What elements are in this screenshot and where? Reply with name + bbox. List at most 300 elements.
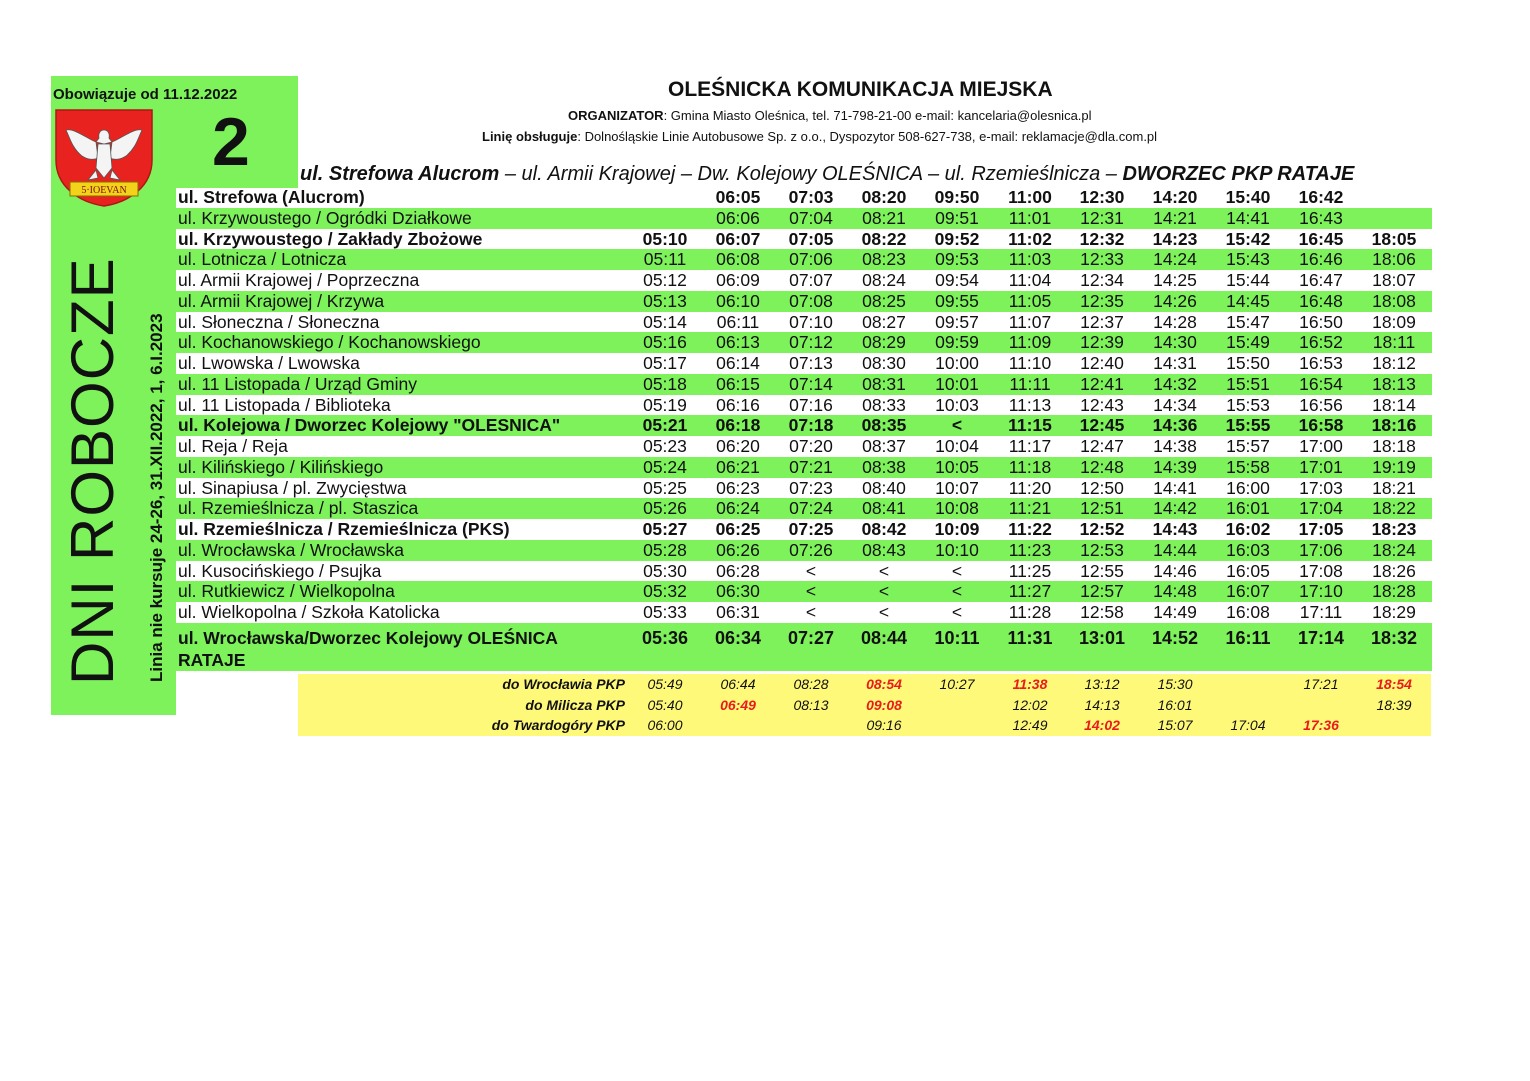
departure-time: 07:04	[789, 207, 833, 228]
stop-name: ul. Kilińskiego / Kilińskiego	[178, 456, 384, 477]
departure-time: 05:32	[643, 581, 687, 602]
departure-time: 12:35	[1080, 290, 1124, 311]
departure-time: 09:52	[934, 228, 980, 249]
departure-time: 06:23	[716, 477, 760, 498]
departure-time: 08:24	[862, 270, 906, 290]
departure-time: 12:34	[1080, 270, 1124, 290]
departure-time: 06:06	[716, 207, 760, 228]
departure-time: 11:13	[1008, 394, 1052, 415]
connection-time: 14:13	[1084, 696, 1120, 713]
departure-time: 07:08	[789, 290, 833, 311]
stop-name: ul. Rutkiewicz / Wielkopolna	[178, 581, 395, 602]
departure-time: 14:38	[1153, 436, 1197, 456]
departure-time: 16:00	[1226, 477, 1270, 498]
stop-name: ul. Rzemieślnicza / Rzemieślnicza (PKS)	[178, 519, 510, 539]
departure-time: 11:21	[1008, 498, 1052, 519]
departure-time: 08:30	[862, 353, 906, 373]
departure-time: 14:23	[1152, 228, 1198, 249]
departure-time: 18:21	[1372, 477, 1416, 498]
departure-time: 11:15	[1008, 415, 1052, 436]
connection-time: 15:07	[1157, 717, 1193, 733]
departure-time: 17:10	[1299, 581, 1343, 602]
connection-row	[298, 715, 1431, 736]
departure-time: 05:10	[642, 228, 688, 249]
departure-time: 16:11	[1225, 627, 1271, 648]
connection-time: 10:27	[939, 676, 975, 692]
departure-time: 14:48	[1153, 581, 1197, 602]
departure-time: 10:11	[934, 627, 980, 648]
table-row	[176, 353, 1432, 374]
departure-time: 11:02	[1008, 228, 1052, 249]
departure-time: 05:24	[643, 456, 687, 477]
departure-time: 12:47	[1080, 436, 1124, 456]
departure-time: 11:05	[1008, 290, 1052, 311]
table-row	[176, 291, 1432, 312]
valid-from: Obowiązuje od 11.12.2022	[53, 86, 238, 103]
departure-time: 07:25	[788, 519, 834, 539]
departure-time: 07:12	[789, 332, 833, 353]
departure-time: 14:34	[1153, 394, 1197, 415]
departure-time: 08:27	[862, 311, 906, 332]
connection-time: 18:54	[1376, 676, 1412, 692]
table-row	[176, 436, 1432, 457]
departure-time: 08:20	[861, 187, 907, 207]
departure-time: 05:12	[643, 270, 687, 290]
departure-time: 11:17	[1008, 436, 1052, 456]
departure-time: 11:09	[1008, 332, 1052, 353]
departure-time: 16:02	[1225, 519, 1271, 539]
departure-time: <	[951, 560, 963, 581]
departure-time: 15:42	[1225, 228, 1271, 249]
departure-time: 05:21	[642, 415, 688, 436]
departure-time: 17:14	[1297, 627, 1345, 648]
connection-time: 06:00	[647, 717, 683, 733]
stop-name: ul. Słoneczna / Słoneczna	[178, 311, 380, 332]
departure-time: 07:18	[788, 415, 834, 436]
stop-name: ul. Strefowa (Alucrom)	[178, 187, 365, 207]
departure-time: 16:45	[1298, 228, 1344, 249]
connection-time: 17:36	[1303, 717, 1339, 733]
table-row	[176, 602, 1432, 623]
departure-time: 14:30	[1153, 332, 1197, 353]
departure-time: 14:36	[1152, 415, 1198, 436]
departure-time: 18:24	[1372, 539, 1416, 560]
departure-time: 06:09	[716, 270, 760, 290]
departure-time: 18:32	[1370, 627, 1418, 648]
connection-label: do Milicza PKP	[525, 696, 625, 713]
table-row	[176, 581, 1432, 602]
departure-time: <	[805, 560, 817, 581]
departure-time: 10:08	[935, 498, 979, 519]
organizer-text: : Gmina Miasto Oleśnica, tel. 71-798-21-00 e-mail: kancelaria@olesnica.pl	[663, 108, 1092, 123]
departure-time: 10:04	[935, 436, 979, 456]
departure-time: 07:20	[789, 436, 833, 456]
departure-time: 16:56	[1299, 394, 1343, 415]
departure-time: 06:16	[716, 394, 760, 415]
departure-time: 07:27	[787, 627, 835, 648]
departure-time: 17:11	[1299, 602, 1343, 622]
departure-time: <	[805, 602, 817, 622]
departure-time: 11:27	[1008, 581, 1052, 602]
departure-time: 18:12	[1372, 353, 1416, 373]
departure-time: 11:11	[1009, 373, 1051, 394]
departure-time: 05:11	[643, 249, 687, 270]
connection-time: 09:08	[866, 696, 902, 713]
departure-time: 15:51	[1226, 373, 1270, 394]
departure-time: 09:57	[935, 311, 979, 332]
route-start: ul. Strefowa Alucrom	[300, 163, 500, 185]
departure-time: 11:20	[1008, 477, 1052, 498]
departure-time: 16:07	[1226, 581, 1270, 602]
connection-time: 13:12	[1084, 676, 1120, 692]
departure-time: 13:01	[1078, 627, 1126, 648]
departure-time: 17:04	[1299, 498, 1343, 519]
departure-time: 14:41	[1153, 477, 1197, 498]
departure-time: 08:22	[861, 228, 907, 249]
departure-time: 14:49	[1153, 602, 1197, 622]
departure-time: 16:03	[1226, 539, 1270, 560]
departure-time: 14:26	[1153, 290, 1197, 311]
connection-label: do Wrocławia PKP	[502, 676, 625, 692]
departure-time: 10:07	[935, 477, 979, 498]
departure-time: 08:33	[862, 394, 906, 415]
departure-time: 12:52	[1079, 519, 1125, 539]
departure-time: 07:03	[788, 187, 834, 207]
departure-time: 10:00	[935, 353, 979, 373]
departure-time: 06:26	[716, 539, 760, 560]
table-row	[176, 187, 1432, 208]
departure-time: 05:25	[643, 477, 687, 498]
connection-time: 05:40	[647, 696, 683, 713]
departure-time: 16:47	[1299, 270, 1343, 290]
departure-time: 12:32	[1079, 228, 1125, 249]
departure-time: <	[878, 581, 890, 602]
departure-time: 05:14	[643, 311, 687, 332]
working-days-label: DNI ROBOCZE	[59, 257, 126, 685]
stop-name: ul. Kochanowskiego / Kochanowskiego	[178, 332, 481, 353]
departure-time: 10:03	[935, 394, 979, 415]
departure-time: 06:24	[716, 498, 760, 519]
departure-time: 07:13	[789, 353, 833, 373]
departure-time: 09:55	[935, 290, 979, 311]
stop-name: ul. Reja / Reja	[178, 436, 288, 456]
route-end: DWORZEC PKP RATAJE	[1122, 163, 1355, 185]
departure-time: 12:30	[1079, 187, 1125, 207]
departure-time: 12:31	[1080, 207, 1124, 228]
departure-time: 07:23	[789, 477, 833, 498]
departure-time: 11:23	[1008, 539, 1052, 560]
departure-time: 12:41	[1080, 373, 1124, 394]
departure-time: 09:54	[935, 270, 979, 290]
svg-text:5·IOEVAN: 5·IOEVAN	[81, 185, 127, 196]
departure-time: 12:33	[1080, 249, 1124, 270]
departure-time: 15:43	[1226, 249, 1270, 270]
departure-time: 18:23	[1371, 519, 1417, 539]
departure-time: 11:04	[1008, 270, 1052, 290]
connection-time: 18:39	[1376, 696, 1412, 713]
departure-time: 08:21	[862, 207, 906, 228]
departure-time: 07:21	[789, 456, 833, 477]
departure-time: 15:49	[1226, 332, 1270, 353]
stop-name: ul. 11 Listopada / Biblioteka	[178, 394, 391, 415]
departure-time: 16:08	[1226, 602, 1270, 622]
departure-time: <	[951, 415, 963, 436]
departure-time: 05:17	[643, 353, 687, 373]
departure-time: 08:35	[861, 415, 907, 436]
operator-line	[482, 129, 1157, 144]
departure-time: <	[878, 560, 890, 581]
departure-time: 14:52	[1151, 627, 1199, 648]
departure-time: 18:11	[1372, 332, 1416, 353]
table-row	[176, 249, 1432, 270]
stop-name: ul. Lwowska / Lwowska	[178, 353, 360, 373]
departure-time: 05:33	[643, 602, 687, 622]
table-row	[176, 623, 1432, 671]
connection-time: 09:16	[866, 717, 902, 733]
connection-time: 06:44	[720, 676, 756, 692]
connection-time: 08:54	[866, 676, 902, 692]
departure-time: 05:28	[643, 539, 687, 560]
departure-time: 14:39	[1153, 456, 1197, 477]
operator-label: Linię obsługuje	[482, 129, 578, 144]
departure-time: 14:28	[1153, 311, 1197, 332]
table-row	[176, 270, 1432, 291]
table-row	[176, 312, 1432, 333]
departure-time: 14:43	[1152, 519, 1198, 539]
departure-time: 12:45	[1079, 415, 1125, 436]
departure-time: 05:30	[643, 560, 687, 581]
departure-time: 11:01	[1008, 207, 1052, 228]
departure-time: 08:41	[862, 498, 906, 519]
stop-name: ul. Krzywoustego / Ogródki Działkowe	[178, 207, 472, 228]
departure-time: 16:58	[1298, 415, 1344, 436]
departure-time: 14:46	[1153, 560, 1197, 581]
table-row	[176, 498, 1432, 519]
departure-time: 14:25	[1153, 270, 1197, 290]
connection-time: 06:49	[720, 696, 756, 713]
connection-label: do Twardogóry PKP	[491, 717, 625, 733]
departure-time: 16:50	[1299, 311, 1343, 332]
departure-time: 17:01	[1299, 456, 1343, 477]
departure-time: 08:40	[862, 477, 906, 498]
departure-time: 05:27	[642, 519, 688, 539]
departure-time: 08:37	[862, 436, 906, 456]
departure-time: 12:55	[1080, 560, 1124, 581]
departure-time: 12:53	[1080, 539, 1124, 560]
departure-time: 16:05	[1226, 560, 1270, 581]
departure-time: 17:05	[1298, 519, 1344, 539]
departure-time: 16:01	[1226, 498, 1270, 519]
departure-time: <	[951, 602, 963, 622]
departure-time: 09:50	[934, 187, 980, 207]
timetable	[176, 187, 1432, 671]
departure-time: 08:31	[862, 373, 906, 394]
organizer-line	[568, 108, 1092, 123]
departure-time: 16:43	[1299, 207, 1343, 228]
departure-time: 07:14	[789, 373, 833, 394]
departure-time: 08:23	[862, 249, 906, 270]
departure-time: 06:05	[715, 187, 761, 207]
departure-time: 11:10	[1008, 353, 1052, 373]
route-number: 2	[212, 104, 250, 180]
departure-time: 06:08	[716, 249, 760, 270]
departure-time: 15:55	[1225, 415, 1271, 436]
stop-name: ul. Krzywoustego / Zakłady Zbożowe	[178, 228, 483, 249]
departure-time: 06:31	[716, 602, 760, 622]
connection-time: 05:49	[647, 676, 683, 692]
connection-time: 12:49	[1012, 717, 1048, 733]
table-row	[176, 415, 1432, 436]
connection-row	[298, 674, 1431, 695]
departure-time: 07:16	[789, 394, 833, 415]
departure-time: 15:53	[1226, 394, 1270, 415]
departure-time: 05:19	[643, 394, 687, 415]
departure-time: 16:54	[1299, 373, 1343, 394]
departure-time: 08:29	[862, 332, 906, 353]
departure-time: 15:57	[1226, 436, 1270, 456]
departure-time: 06:34	[714, 627, 762, 648]
departure-time: 16:48	[1299, 290, 1343, 311]
departure-time: 11:28	[1008, 602, 1052, 622]
departure-time: 06:25	[715, 519, 761, 539]
departure-time: 15:47	[1226, 311, 1270, 332]
table-row	[176, 478, 1432, 499]
departure-time: 06:30	[716, 581, 760, 602]
departure-time: 18:06	[1372, 249, 1416, 270]
operator-text: : Dolnośląskie Linie Autobusowe Sp. z o.o., Dyspozytor 508-627-738, e-mail: reklamacje@dla.com.pl	[577, 129, 1158, 144]
departure-time: 17:06	[1299, 539, 1343, 560]
departure-time: 14:44	[1153, 539, 1197, 560]
departure-time: 14:41	[1226, 207, 1270, 228]
city-crest-icon	[52, 108, 156, 208]
departure-time: 18:09	[1372, 311, 1416, 332]
departure-time: 06:18	[715, 415, 761, 436]
stop-name: ul. Lotnicza / Lotnicza	[178, 249, 347, 270]
departure-time: 06:11	[716, 311, 760, 332]
departure-time: 07:07	[789, 270, 833, 290]
departure-time: 18:28	[1372, 581, 1416, 602]
departure-time: 14:21	[1153, 207, 1197, 228]
departure-time: 16:52	[1299, 332, 1343, 353]
departure-time: 07:06	[789, 249, 833, 270]
table-row	[176, 561, 1432, 582]
table-row	[176, 332, 1432, 353]
departure-time: 18:05	[1371, 228, 1417, 249]
departure-time: 11:31	[1007, 627, 1053, 648]
departure-time: <	[805, 581, 817, 602]
departure-time: 12:48	[1080, 456, 1124, 477]
departure-time: 18:08	[1372, 290, 1416, 311]
departure-time: 06:28	[716, 560, 760, 581]
departure-time: 07:10	[789, 311, 833, 332]
departure-time: 06:20	[716, 436, 760, 456]
stop-name: ul. Sinapiusa / pl. Zwycięstwa	[178, 477, 407, 498]
departure-time: 06:07	[715, 228, 761, 249]
route-middle: – ul. Armii Krajowej – Dw. Kolejowy OLEŚNICA – ul. Rzemieślnicza –	[499, 163, 1123, 185]
exceptions-note: Linia nie kursuje 24-26, 31.XII.2022, 1, 6.I.2023	[147, 313, 166, 682]
departure-time: 16:42	[1298, 187, 1344, 207]
departure-time: 19:19	[1372, 456, 1416, 477]
departure-time: 16:46	[1299, 249, 1343, 270]
departure-time: 14:20	[1152, 187, 1198, 207]
departure-time: 12:51	[1080, 498, 1124, 519]
departure-time: 06:13	[716, 332, 760, 353]
stop-name: ul. Kusocińskiego / Psujka	[178, 560, 382, 581]
departure-time: 05:36	[641, 627, 689, 648]
departure-time: 18:16	[1371, 415, 1417, 436]
table-row	[176, 374, 1432, 395]
departure-time: 17:03	[1299, 477, 1343, 498]
departure-time: 18:22	[1372, 498, 1416, 519]
route-description	[300, 163, 1354, 186]
departure-time: 05:26	[643, 498, 687, 519]
departure-time: 05:16	[643, 332, 687, 353]
departure-time: 06:10	[716, 290, 760, 311]
departure-time: 12:57	[1080, 581, 1124, 602]
table-row	[176, 395, 1432, 416]
connection-row	[298, 695, 1431, 716]
connection-time: 17:04	[1230, 717, 1266, 733]
departure-time: 11:07	[1008, 311, 1052, 332]
connection-time: 11:38	[1012, 676, 1048, 692]
departure-time: 15:40	[1225, 187, 1271, 207]
departure-time: 14:45	[1226, 290, 1270, 311]
stop-name: ul. Wrocławska/Dworzec Kolejowy OLEŚNICA RATAJE	[178, 627, 558, 670]
stop-name: ul. Kolejowa / Dworzec Kolejowy "OLESNICA"	[178, 415, 561, 436]
stop-name: ul. 11 Listopada / Urząd Gminy	[178, 373, 417, 394]
departure-time: 14:31	[1153, 353, 1197, 373]
departure-time: 14:32	[1153, 373, 1197, 394]
connection-time: 12:02	[1012, 696, 1048, 713]
departure-time: 11:00	[1008, 187, 1052, 207]
departure-time: 18:29	[1372, 602, 1416, 622]
departure-time: 06:15	[716, 373, 760, 394]
departure-time: <	[951, 581, 963, 602]
table-row	[176, 519, 1432, 540]
connection-time: 16:01	[1157, 696, 1193, 713]
connection-time: 17:21	[1303, 676, 1339, 692]
table-row	[176, 540, 1432, 561]
stop-name: ul. Wielkopolna / Szkoła Katolicka	[178, 602, 440, 622]
departure-time: 09:59	[935, 332, 979, 353]
departure-time: 11:18	[1008, 456, 1052, 477]
departure-time: 07:05	[788, 228, 834, 249]
departure-time: 17:08	[1299, 560, 1343, 581]
connection-time: 14:02	[1084, 717, 1120, 733]
departure-time: 10:10	[935, 539, 979, 560]
departure-time: 05:13	[643, 290, 687, 311]
departure-time: 08:42	[861, 519, 907, 539]
departure-time: 17:00	[1299, 436, 1343, 456]
departure-time: 18:26	[1372, 560, 1416, 581]
departure-time: 08:25	[862, 290, 906, 311]
departure-time: 18:13	[1372, 373, 1416, 394]
departure-time: 14:24	[1153, 249, 1197, 270]
departure-time: 16:53	[1299, 353, 1343, 373]
departure-time: 15:58	[1226, 456, 1270, 477]
departure-time: 10:01	[935, 373, 979, 394]
departure-time: 09:51	[935, 207, 979, 228]
departure-time: 18:07	[1372, 270, 1416, 290]
departure-time: 10:05	[935, 456, 979, 477]
train-connections	[298, 674, 1431, 736]
departure-time: 09:53	[935, 249, 979, 270]
connection-time: 08:13	[793, 696, 829, 713]
departure-time: 18:18	[1372, 436, 1416, 456]
departure-time: 11:25	[1008, 560, 1052, 581]
departure-time: 12:58	[1080, 602, 1124, 622]
departure-time: 18:14	[1372, 394, 1416, 415]
